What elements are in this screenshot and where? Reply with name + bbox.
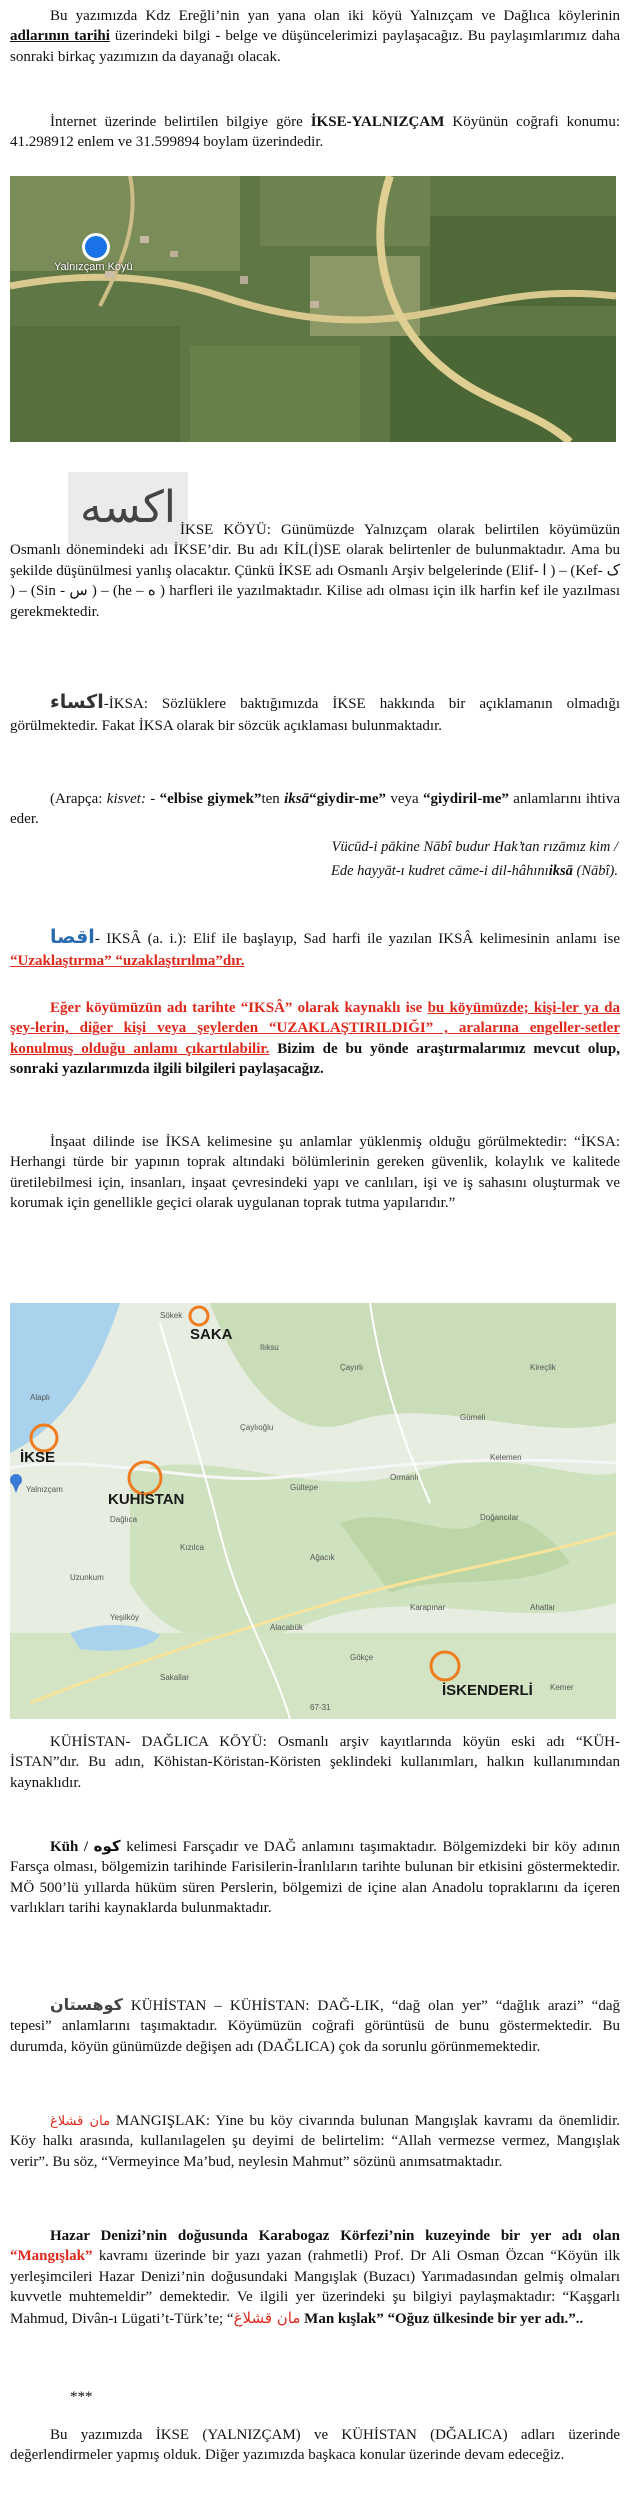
satellite-terrain (10, 176, 616, 442)
map-place: Uzunkum (70, 1573, 104, 1582)
map-place: Kızılca (180, 1543, 205, 1552)
map-place: Gümeli (460, 1413, 486, 1422)
map-place: Sökek (160, 1311, 183, 1320)
section-separator: *** (70, 2389, 93, 2405)
map-place: Alacabük (270, 1623, 303, 1632)
map-place: Ahatlar (530, 1603, 556, 1612)
map-road-number: 67-31 (310, 1703, 331, 1712)
map-place: Kemer (550, 1683, 574, 1692)
intro-paragraph-2: İnternet üzerinde belirtilen bilgiye göre İKSE-YALNIZÇAM Köyünün coğrafi konumu: 41.298912 enlem ve 31.599894 boylam üzerindedir. (10, 114, 620, 151)
closing-paragraph: Bu yazımızda İKSE (YALNIZÇAM) ve KÜHİSTAN (DĞALICA) adları üzerinde değerlendirmeler yapmış olduk. Diğer yazımızda başkaca konular üzerinde devam edeceğiz. (10, 2427, 620, 2464)
satellite-image (10, 176, 616, 442)
map-place: Çaylıoğlu (240, 1423, 274, 1432)
map-terrain (10, 1303, 616, 1719)
region-map (10, 1303, 616, 1719)
iksa2-highlight-paragraph: Eğer köyümüzün adı tarihte “IKSÂ” olarak kaynaklı ise bu köyümüzde; kişi-ler ya da şey-lerin, diğer kişi veya şeylerden “UZAKLAŞTIRILDIĞI” , aralarına engeller-setler konulmuş olduğu anlamı çıkartılabilir. Bizim de bu yönde araştırmalarımız mevcut olup, sonraki yazılarımızda ilgili bilgileri paylaşacağız. (10, 1000, 620, 1078)
map-place: Yeşilköy (110, 1613, 140, 1622)
map-label-iskenderli: İSKENDERLİ (442, 1682, 533, 1699)
map-place: Yalnızçam (26, 1485, 63, 1494)
map-place: Ağacık (310, 1553, 335, 1562)
verse-line-2: Ede hayyāt-ı kudret cāme-i dil-hâhınıiksā (Nābî). (331, 863, 618, 879)
map-place: Karapınar (410, 1603, 446, 1612)
insaat-paragraph: İnşaat dilinde ise İKSA kelimesine şu anlamlar yüklenmiş olduğu görülmektedir: “İKSA: Herhangi türde bir yapının toprak altındaki bölümlerinin gereken güvenlik, kolaylık ve kalitede üretilebilmesi için, insanları, inşaat çevresindeki yapı ve canlıları, işi ve iş sahasını oluşturmak ve korumak için genellikle geçici olarak uygulanan toprak tutma yapılarıdır.” (10, 1134, 620, 1212)
ikse-paragraph: İKSE KÖYÜ: Günümüzde Yalnızçam olarak belirtilen köyümüzün Osmanlı dönemindeki adı İKSE’dir. Bu adı KİL(İ)SE olarak belirtenler de bulunmaktadır. Ama bu şekilde düşünülmesi yanlış olacaktır. Çünkü İKSE adı Osmanlı Arşiv belgelerinde (Elif- ا ) – (Kef- ک ) – (Sin - س ) – (he – ه ) harfleri ile yazılmaktadır. Kilise adı olması için ilk harfin kef ile yazılması gerekmektedir. (10, 522, 620, 620)
map-place: Kelemen (490, 1453, 522, 1462)
map-place: Gökçe (350, 1653, 374, 1662)
satellite-place-label: Yalnızçam Köyü (54, 261, 133, 273)
map-label-saka: SAKA (190, 1326, 233, 1343)
map-place: Sakallar (160, 1673, 189, 1682)
map-place: Doğancılar (480, 1513, 519, 1522)
map-place: Gültepe (290, 1483, 319, 1492)
map-label-ikse: İKSE (20, 1449, 56, 1466)
location-pin-icon (82, 233, 110, 261)
map-place: Ormanlı (390, 1473, 419, 1482)
map-place: Dağlıca (110, 1515, 138, 1524)
kuh-paragraph: Küh / کوه kelimesi Farsçadır ve DAĞ anlamını taşımaktadır. Bölgemizdeki bir köy adının Farsça olması, bölgemizin tarihinde Farisilerin-İranlıların tarihte bulunan bir etkisini göstermektedir. MÖ 500’lü yıllarda hüküm süren Perslerin, bölgemizi de içine alan Anadolu topraklarını da içeren varlıkları tarihi kaynaklarda bulunmaktadır. (10, 1837, 620, 1917)
map-place: Alaplı (30, 1393, 51, 1402)
kuhistan-paragraph-1: KÜHİSTAN- DAĞLICA KÖYÜ: Osmanlı arşiv kayıtlarında köyün eski adı “KÜH-İSTAN”dır. Bu adın, Köhistan-Köristan-Köristen şeklindeki kullanımları, halkın kullanımından kaynaklıdır. (10, 1734, 620, 1791)
arapca-paragraph: (Arapça: kisvet: - “elbise giymek”ten iksā“giydir-me” veya “giydiril-me” anlamlarını ihtiva eder. (10, 791, 621, 828)
verse-line-1: Vücūd-i pākine Nābî budur Hak’tan rızāmız kim / (331, 839, 618, 855)
map-place: Ilıksu (260, 1343, 279, 1352)
iksa-paragraph: اكساء-İKSA: Sözlüklere baktığımızda İKSE hakkında bir açıklamanın olmadığı görülmektedir. Fakat İKSA olarak bir sözcük açıklaması bulunmaktadır. (10, 691, 620, 734)
iksa-arabic: اكساء (50, 691, 104, 713)
mangislak-paragraph-2: Hazar Denizi’nin doğusunda Karabogaz Körfezi’nin kuzeyinde bir yer adı olan “Mangışlak” kavramı üzerinde bir yazı yazan (rahmetli) Prof. Dr Ali Osman Özcan “Köyün ilk yerleşimcileri Hazar Denizi’nin doğusundaki Mangışlak (Buzacı) Yarımadasından gelmiş olmaları kuvvetle muhtemeldir” demektedir. Ve ilgili yer üzerindeki şu bilgiyi paylaşmaktadır: “Kaşgarlı Mahmud, Divân-ı Lügati’t-Türk’te; “مان قشلاغ Man kışlak” “Oğuz ülkesinde bir yer adı.”.. (10, 2228, 620, 2327)
mangislak-paragraph-1: مان قشلاغ MANGIŞLAK: Yine bu köy civarında bulunan Mangışlak kavramı da önemlidir. Köy halkı arasında, kullanılagelen şu deyimi de belirtelim: “Allah vermezse vermez, Mangışlak verir”. Bu söz, “Vermeyince Ma’bud, neylesin Mahmut” sözünü anımsatmaktadır. (10, 2113, 620, 2170)
map-label-kuhistan: KUHİSTAN (108, 1491, 185, 1508)
iksa2-paragraph: اقصا- IKSÂ (a. i.): Elif ile başlayıp, Sad harfi ile yazılan IKSÂ kelimesinin anlamı ise “Uzaklaştırma” “uzaklaştırılma”dır. (10, 926, 620, 969)
kuhistan-paragraph-3: کوهستان KÜHİSTAN – KÜHİSTAN: DAĞ-LIK, “dağ olan yer” “dağlık arazi” “dağ tepesi” anlamlarını taşımaktadır. Köyümüzün coğrafi görüntüsü de bunu göstermektedir. Bu durumda, köyün günümüzde değişen adı (DAĞLICA) çok da sorunlu görünmemektedir. (10, 1995, 620, 2055)
intro-paragraph-1: Bu yazımızda Kdz Ereğli’nin yan yana olan iki köyü Yalnızçam ve Dağlıca köylerinin adlarının tarihi üzerindeki bilgi - belge ve düşüncelerimizi paylaşacağız. Bu paylaşımlarımız daha sonraki birkaç yazımızın da dayanağı olacak. (10, 8, 620, 65)
map-place: Kireçlik (530, 1363, 556, 1372)
map-place: Çayırlı (340, 1363, 364, 1372)
ikse-handwritten-image: اکسه (68, 472, 188, 544)
